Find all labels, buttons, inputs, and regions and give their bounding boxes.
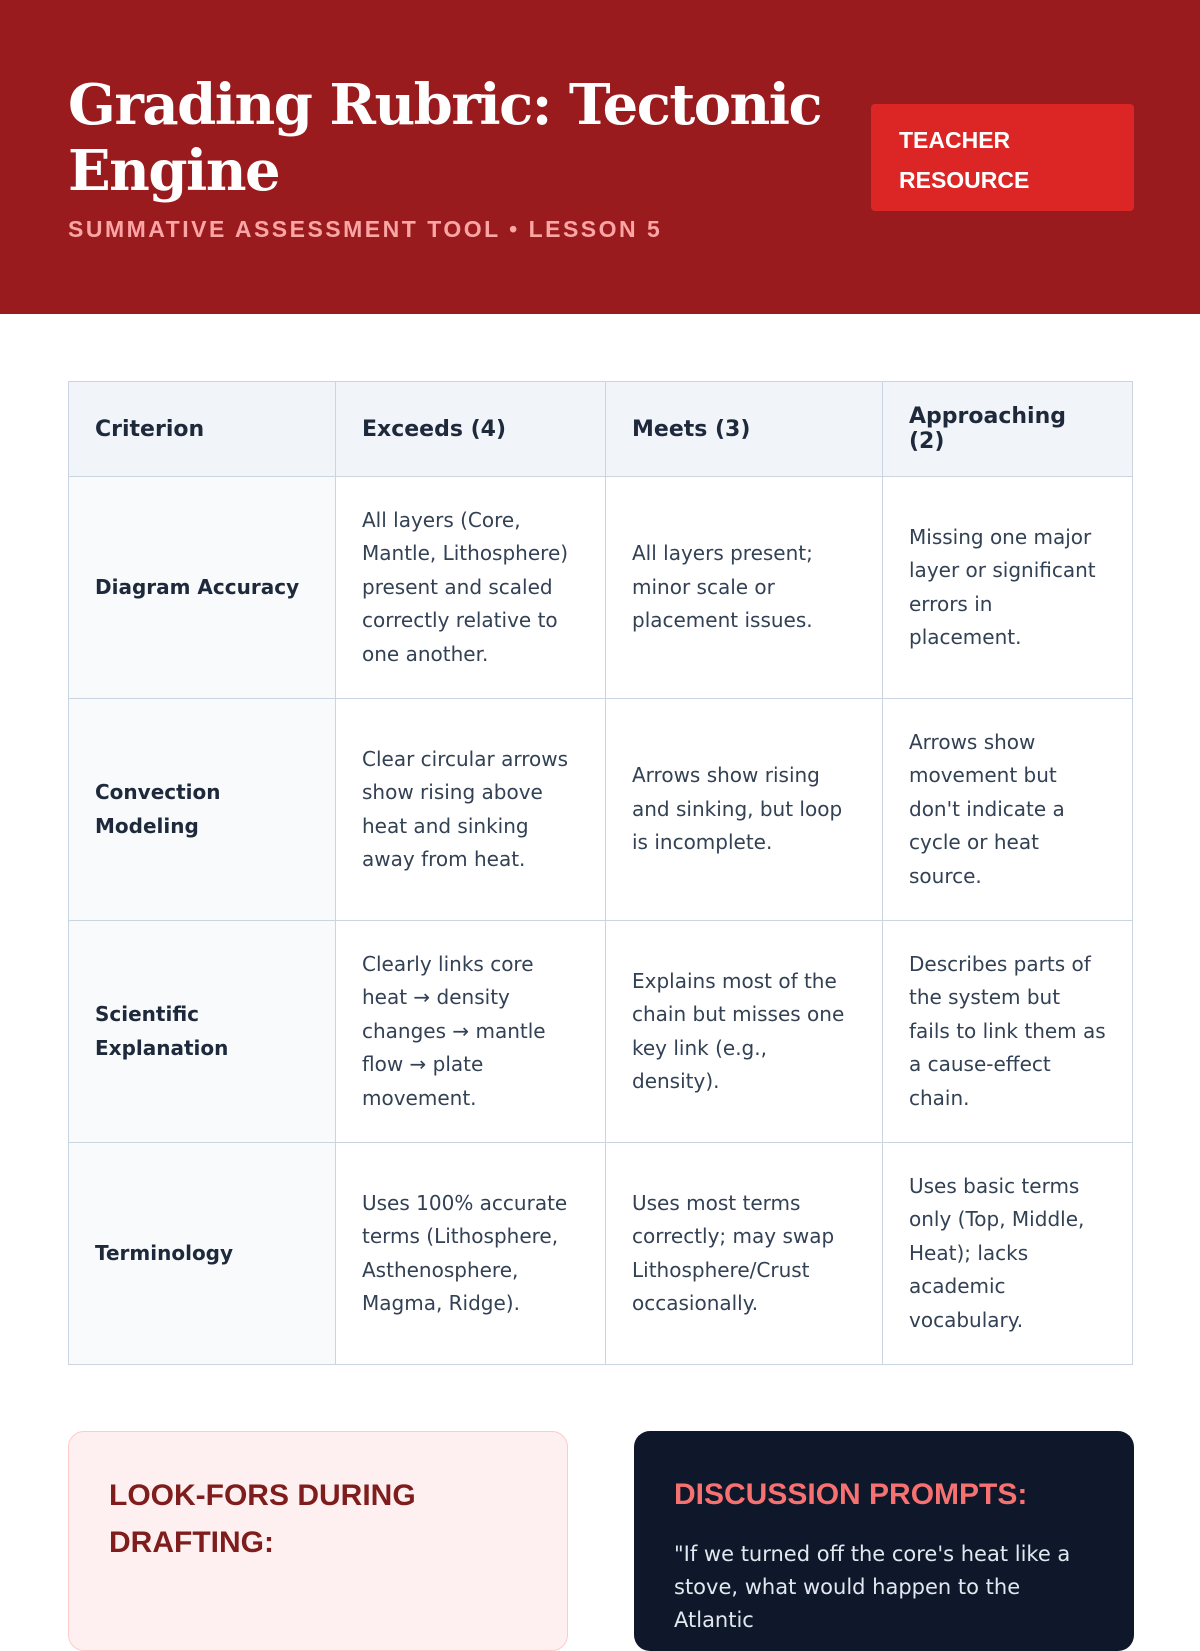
table-row — [69, 699, 1133, 921]
discussion-prompts-card — [634, 1431, 1134, 1651]
exceeds-cell: Uses 100% accurate terms (Lithosphere, Asthenosphere, Magma, Ridge). — [336, 1143, 606, 1365]
teacher-resource-badge: TEACHER RESOURCE — [871, 104, 1134, 211]
page-subtitle: SUMMATIVE ASSESSMENT TOOL • LESSON 5 — [68, 216, 663, 242]
approaching-cell: Uses basic terms only (Top, Middle, Heat); lacks academic vocabulary. — [883, 1143, 1133, 1365]
table-row — [69, 477, 1133, 699]
meets-cell: All layers present; minor scale or placement issues. — [606, 477, 883, 699]
approaching-cell: Missing one major layer or significant errors in placement. — [883, 477, 1133, 699]
look-fors-title: LOOK-FORS DURING DRAFTING: — [109, 1479, 416, 1559]
exceeds-cell: All layers (Core, Mantle, Lithosphere) present and scaled correctly relative to one another. — [336, 477, 606, 699]
rubric-table — [68, 381, 1133, 1365]
column-header: Approaching (2) — [883, 382, 1133, 477]
meets-cell: Explains most of the chain but misses one key link (e.g., density). — [606, 921, 883, 1143]
table-row — [69, 1143, 1133, 1365]
approaching-cell: Describes parts of the system but fails to link them as a cause-effect chain. — [883, 921, 1133, 1143]
page-title: Grading Rubric: Tectonic Engine — [68, 72, 822, 204]
criterion-cell: Convection Modeling — [69, 699, 336, 921]
column-header: Exceeds (4) — [336, 382, 606, 477]
discussion-prompts-title: DISCUSSION PROMPTS: — [674, 1478, 1028, 1511]
meets-cell: Uses most terms correctly; may swap Lithosphere/Crust occasionally. — [606, 1143, 883, 1365]
column-header: Criterion — [69, 382, 336, 477]
table-header-row — [69, 382, 1133, 477]
criterion-cell: Scientific Explanation — [69, 921, 336, 1143]
meets-cell: Arrows show rising and sinking, but loop is incomplete. — [606, 699, 883, 921]
approaching-cell: Arrows show movement but don't indicate a cycle or heat source. — [883, 699, 1133, 921]
criterion-cell: Terminology — [69, 1143, 336, 1365]
criterion-cell: Diagram Accuracy — [69, 477, 336, 699]
discussion-prompt-text: "If we turned off the core's heat like a stove, what would happen to the Atlantic — [674, 1542, 1071, 1632]
page-header — [0, 0, 1200, 314]
exceeds-cell: Clearly links core heat → density changes → mantle flow → plate movement. — [336, 921, 606, 1143]
column-header: Meets (3) — [606, 382, 883, 477]
exceeds-cell: Clear circular arrows show rising above heat and sinking away from heat. — [336, 699, 606, 921]
table-row — [69, 921, 1133, 1143]
look-fors-card — [68, 1431, 568, 1651]
